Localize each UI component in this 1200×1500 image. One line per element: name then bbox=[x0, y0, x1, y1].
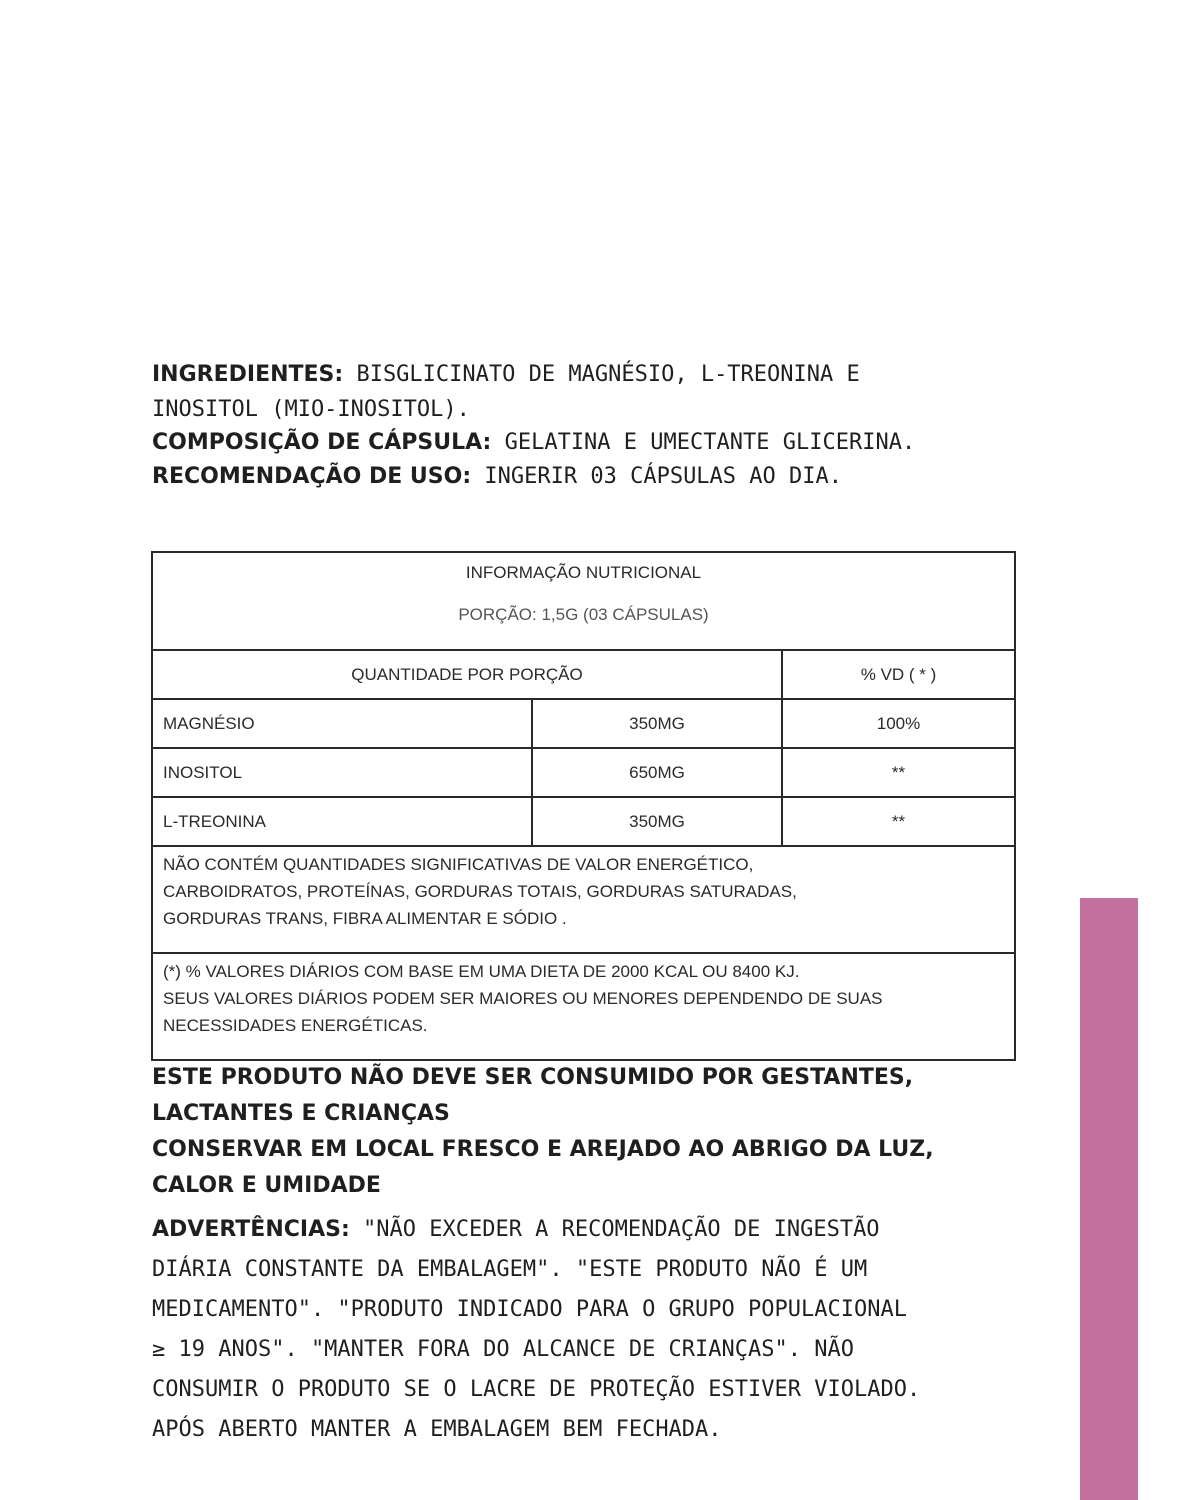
ingredients-label: INGREDIENTES: bbox=[152, 362, 344, 387]
nutrient-vd: 100% bbox=[782, 699, 1015, 748]
note-line: NÃO CONTÉM QUANTIDADES SIGNIFICATIVAS DE VALOR ENERGÉTICO, bbox=[163, 855, 754, 874]
ingredients-text-continued: INOSITOL (MIO-INOSITOL). bbox=[152, 397, 470, 422]
advertencias-line bbox=[152, 1210, 1032, 1250]
usage-label: RECOMENDAÇÃO DE USO: bbox=[152, 464, 472, 489]
advertencias-section bbox=[152, 1210, 1032, 1450]
nutrition-portion: PORÇÃO: 1,5G (03 CÁPSULAS) bbox=[458, 605, 709, 624]
note-line: CARBOIDRATOS, PROTEÍNAS, GORDURAS TOTAIS, GORDURAS SATURADAS, bbox=[163, 882, 797, 901]
capsule-label: COMPOSIÇÃO DE CÁPSULA: bbox=[152, 430, 492, 455]
nutrient-vd: ** bbox=[782, 748, 1015, 797]
note-line: (*) % VALORES DIÁRIOS COM BASE EM UMA DIETA DE 2000 KCAL OU 8400 KJ. bbox=[163, 962, 800, 981]
table-row bbox=[152, 797, 1015, 846]
nutrient-name: MAGNÉSIO bbox=[152, 699, 532, 748]
ingredients-text: BISGLICINATO DE MAGNÉSIO, L-TREONINA E bbox=[343, 362, 860, 387]
table-row bbox=[152, 699, 1015, 748]
storage-line: CONSERVAR EM LOCAL FRESCO E AREJADO AO ABRIGO DA LUZ, bbox=[152, 1137, 934, 1162]
usage-text: INGERIR 03 CÁPSULAS AO DIA. bbox=[471, 464, 843, 489]
ingredients-line bbox=[152, 356, 1052, 394]
nutrient-amount: 650MG bbox=[532, 748, 782, 797]
column-header-vd: % VD ( * ) bbox=[782, 650, 1015, 699]
nutrition-header bbox=[152, 552, 1015, 650]
storage-line: CALOR E UMIDADE bbox=[152, 1173, 381, 1198]
nutrient-name: L-TREONINA bbox=[152, 797, 532, 846]
table-row bbox=[152, 748, 1015, 797]
usage-recommendation bbox=[152, 460, 1052, 494]
note-line: NECESSIDADES ENERGÉTICAS. bbox=[163, 1016, 428, 1035]
nutrition-note-daily-values bbox=[152, 953, 1015, 1060]
nutrition-title: INFORMAÇÃO NUTRICIONAL bbox=[465, 563, 702, 582]
warning-line: ESTE PRODUTO NÃO DEVE SER CONSUMIDO POR GESTANTES, bbox=[152, 1065, 914, 1090]
nutrition-note-insignificant bbox=[152, 846, 1015, 953]
nutrient-amount: 350MG bbox=[532, 699, 782, 748]
advertencias-line: APÓS ABERTO MANTER A EMBALAGEM BEM FECHADA. bbox=[152, 1417, 722, 1442]
nutrient-vd: ** bbox=[782, 797, 1015, 846]
warning-line: LACTANTES E CRIANÇAS bbox=[152, 1101, 450, 1126]
note-line: GORDURAS TRANS, FIBRA ALIMENTAR E SÓDIO . bbox=[163, 909, 567, 928]
nutrient-name: INOSITOL bbox=[152, 748, 532, 797]
advertencias-line: MEDICAMENTO". "PRODUTO INDICADO PARA O GRUPO POPULACIONAL bbox=[152, 1297, 907, 1322]
advertencias-line: DIÁRIA CONSTANTE DA EMBALAGEM". "ESTE PRODUTO NÃO É UM bbox=[152, 1257, 868, 1282]
warnings-section bbox=[152, 1060, 1032, 1204]
capsule-composition bbox=[152, 426, 1052, 460]
advertencias-line: ≥ 19 ANOS". "MANTER FORA DO ALCANCE DE CRIANÇAS". NÃO bbox=[152, 1337, 854, 1362]
advertencias-line: CONSUMIR O PRODUTO SE O LACRE DE PROTEÇÃO ESTIVER VIOLADO. bbox=[152, 1377, 921, 1402]
column-header-quantity: QUANTIDADE POR PORÇÃO bbox=[152, 650, 782, 699]
nutrient-amount: 350MG bbox=[532, 797, 782, 846]
note-line: SEUS VALORES DIÁRIOS PODEM SER MAIORES OU MENORES DEPENDENDO DE SUAS bbox=[163, 989, 883, 1008]
accent-bar bbox=[1080, 898, 1138, 1500]
capsule-text: GELATINA E UMECTANTE GLICERINA. bbox=[491, 430, 916, 455]
nutrition-table bbox=[151, 551, 1016, 1061]
ingredients-section bbox=[152, 356, 1052, 494]
advertencias-text: "NÃO EXCEDER A RECOMENDAÇÃO DE INGESTÃO bbox=[349, 1217, 880, 1242]
advertencias-label: ADVERTÊNCIAS: bbox=[152, 1217, 350, 1242]
